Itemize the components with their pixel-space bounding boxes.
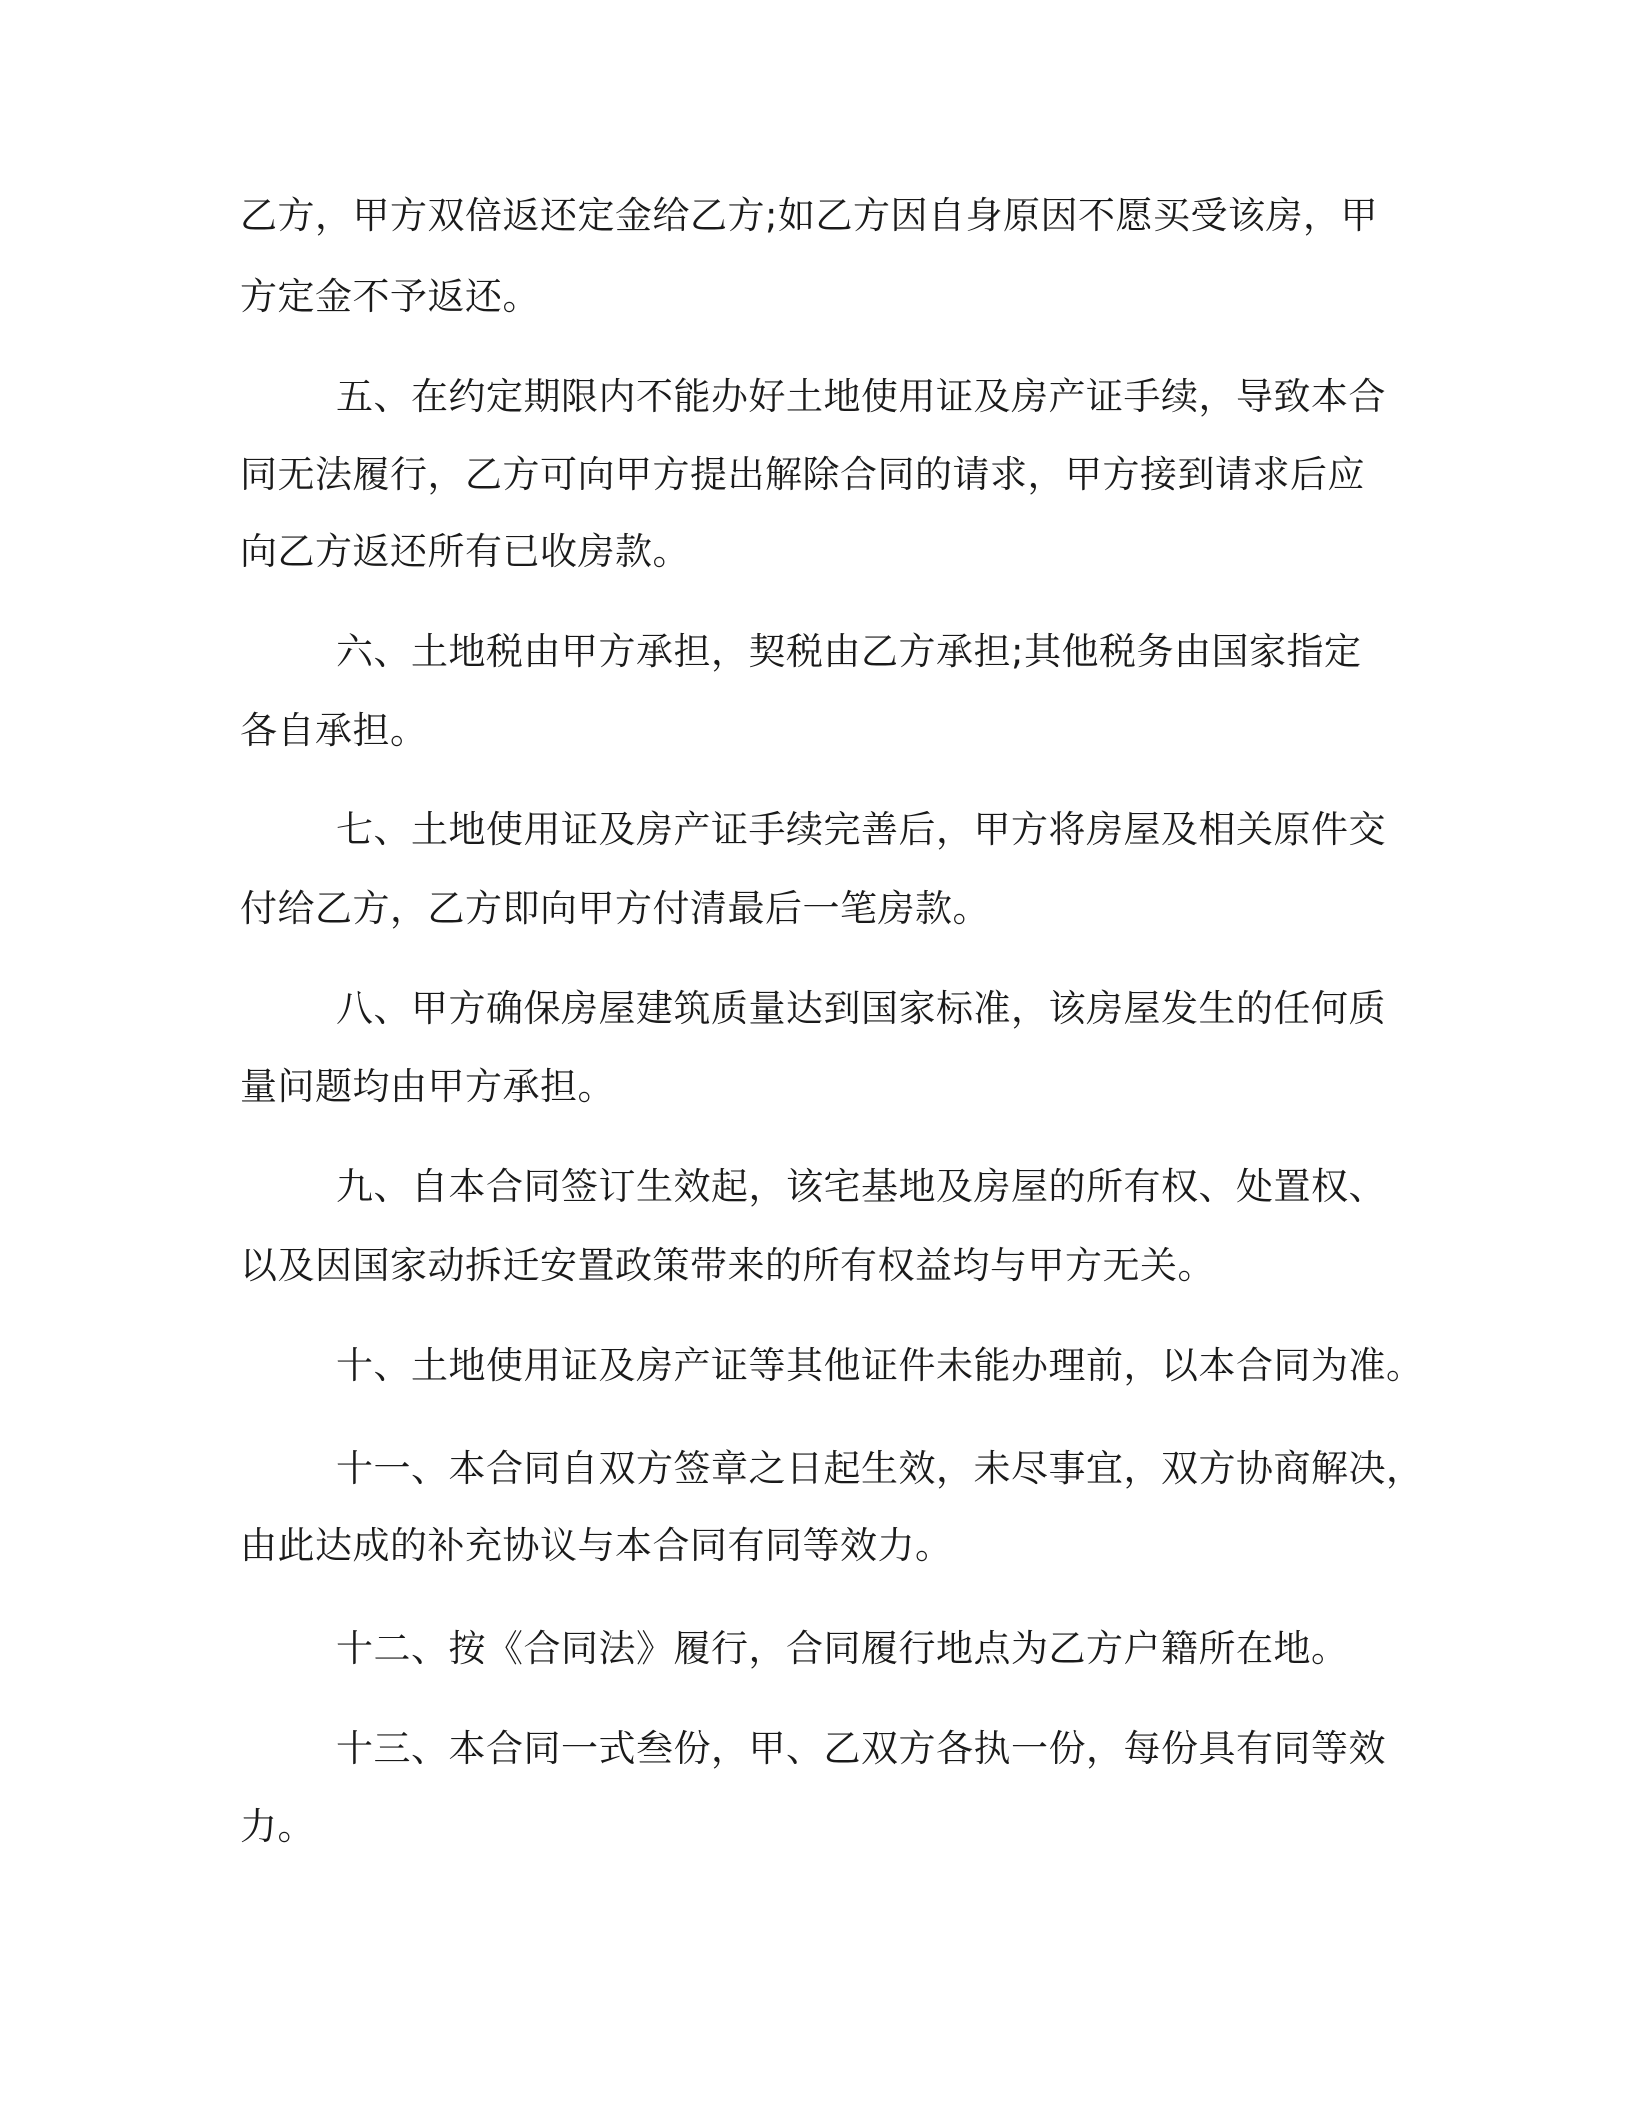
text-line: 十、土地使用证及房产证等其他证件未能办理前，以本合同为准。 bbox=[336, 1344, 1424, 1387]
text-line: 力。 bbox=[240, 1805, 315, 1848]
text-line: 六、土地税由甲方承担，契税由乙方承担;其他税务由国家指定 bbox=[336, 630, 1362, 673]
text-line: 十三、本合同一式叁份，甲、乙双方各执一份，每份具有同等效 bbox=[336, 1727, 1386, 1770]
text-line: 方定金不予返还。 bbox=[240, 275, 540, 318]
text-line: 五、在约定期限内不能办好土地使用证及房产证手续，导致本合 bbox=[336, 375, 1386, 418]
text-line: 九、自本合同签订生效起，该宅基地及房屋的所有权、处置权、 bbox=[336, 1165, 1386, 1208]
text-line: 付给乙方，乙方即向甲方付清最后一笔房款。 bbox=[240, 887, 990, 930]
text-line: 十二、按《合同法》履行，合同履行地点为乙方户籍所在地。 bbox=[336, 1627, 1349, 1670]
text-line: 各自承担。 bbox=[240, 709, 428, 752]
text-line: 七、土地使用证及房产证手续完善后，甲方将房屋及相关原件交 bbox=[336, 808, 1386, 851]
text-line: 向乙方返还所有已收房款。 bbox=[240, 530, 690, 573]
text-line: 以及因国家动拆迁安置政策带来的所有权益均与甲方无关。 bbox=[240, 1244, 1215, 1287]
text-line: 十一、本合同自双方签章之日起生效，未尽事宜，双方协商解决， bbox=[336, 1447, 1424, 1490]
text-line: 同无法履行，乙方可向甲方提出解除合同的请求，甲方接到请求后应 bbox=[240, 453, 1365, 496]
text-line: 量问题均由甲方承担。 bbox=[240, 1065, 615, 1108]
text-line: 八、甲方确保房屋建筑质量达到国家标准，该房屋发生的任何质 bbox=[336, 987, 1386, 1030]
text-line: 由此达成的补充协议与本合同有同等效力。 bbox=[240, 1524, 953, 1567]
text-line: 乙方，甲方双倍返还定金给乙方;如乙方因自身原因不愿买受该房，甲 bbox=[240, 194, 1378, 237]
